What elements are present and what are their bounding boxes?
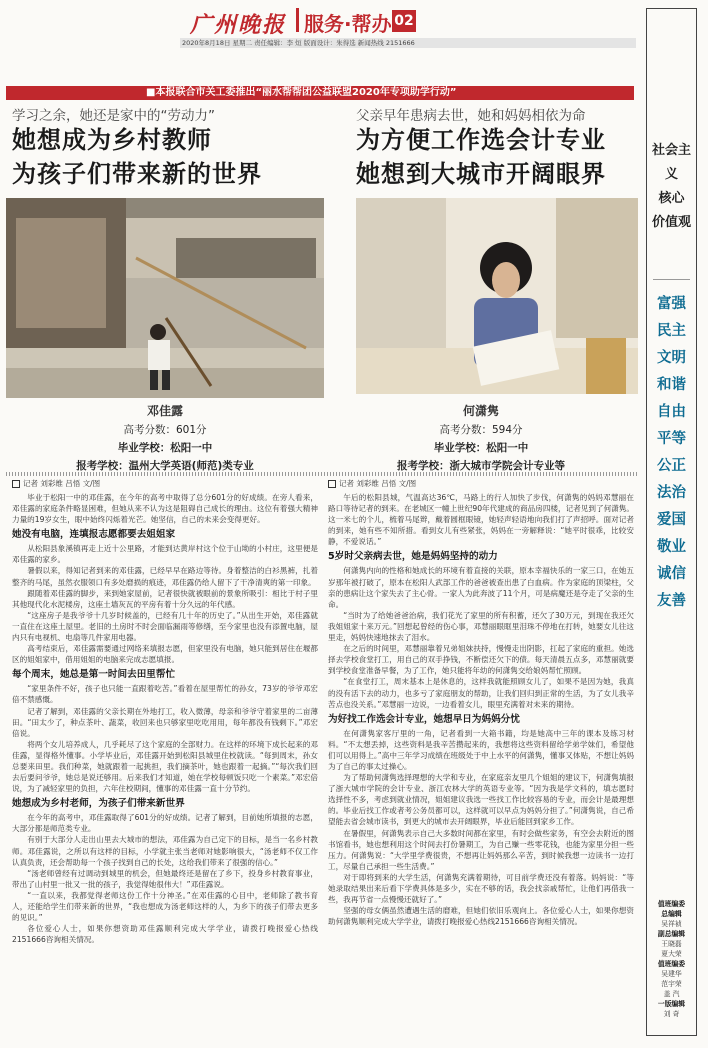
right-article-body: [328, 492, 634, 1048]
value-item: 敬业: [657, 539, 686, 555]
section-heading: 5岁时父亲病去世，她是妈妈坚持的动力: [328, 551, 498, 563]
left-headline-2: 为孩子们带来新的世界: [12, 160, 262, 188]
paragraph: 将两个女儿培养成人，几乎耗尽了这个家庭的全部财力。在这样的环境下成长起来的邓佳露，显得格外懂事。小学毕业后，邓佳露开始到松阳县城里住校就读。“每到周末，孙女总要来田里。我们种菜，她就跟着一起挑担，我们摘茶叶，她也跟着一起摘。”“每次我们回去后要问爷爷，她总是说还够用。后来我们才知道，她在学校每顿饭只吃一个素菜。”邓宏倍说，为了减轻家里的负担，六年住校期间，懂事的邓佳露一直十分节约。: [12, 739, 318, 794]
paragraph: 为了帮助何潇隽选择理想的大学和专业，在家庭亲友里几个姐姐的建议下，何潇隽填报了浙大城市学院的会计专业、浙江农林大学的英语专业等。“因为我是学文科的，填志愿时选择性不多，考虑到就业情况，姐姐建议我选一些找工作比较容易的专业，而会计是最理想的。毕业后找工作或者考公务员都可以，这样就可以早点为妈妈分担了。”何潇隽说，自己希望能去省会城市读书，到更大的城市去开阔眼界，毕业后能回到家乡工作。: [328, 773, 634, 827]
right-headline-2: 她想到大城市开阔眼界: [356, 160, 606, 188]
paragraph: 对于即将到来的大学生活，何潇隽充满着期待，可目前学费还没有着落。妈妈说：“等她录取结果出来后看下学费具体是多少，实在不够的话，我会找亲戚帮忙，让他们再借我一些，我再节省一点慢慢还就好了。”: [328, 872, 634, 905]
left-byline: 记者 刘彩维 吕悟 文/图: [12, 478, 100, 489]
value-item: 公正: [657, 458, 686, 474]
value-item: 诚信: [657, 566, 686, 582]
left-score: 高考分数：601分: [123, 424, 207, 436]
left-student-name: 邓佳露: [146, 404, 183, 418]
editor-role: 一版编辑: [657, 1000, 686, 1008]
paragraph: “一直以来，我都觉得老师这份工作十分神圣。”在邓佳露的心目中，老师除了教书育人，还能给学生们带来新的世界，“我也想成为汤老师这样的人，为乡下的孩子们带去更多的见识。”: [12, 890, 318, 923]
masthead: [0, 0, 640, 50]
left-profile: [6, 402, 324, 473]
paragraph: 记者了解到，邓佳露的父亲长期在外地打工，收入微薄，母亲和爷爷守着家里的二亩薄田。“田太少了，种点茶叶、蔬菜，收回来也只够家里吃吃用用，每年都没有钱剩下。”邓宏倍说。: [12, 706, 318, 738]
right-photo: [356, 198, 638, 394]
value-item: 和谐: [657, 377, 686, 393]
paragraph: 从松阳县象溪镇再走上近十公里路，才能到达黄岸村这个位于山坳的小村庄，这里便是邓佳露的家乡。: [12, 544, 318, 565]
editor-role: 总编辑: [661, 910, 682, 918]
divider-stripe: [6, 472, 324, 476]
paragraph: 暑假以来，得知记者到来的邓佳露，已经早早在路边等待。身着整洁的白衫黑裤，扎着整齐的马尾，虽然衣服领口有多处磨损的痕迹，邓佳露仍给人留下了干净清爽的第一印象。: [12, 566, 318, 587]
section-heading: 她没有电脑，连填报志愿都要去姐姐家: [12, 529, 176, 541]
value-item: 自由: [657, 404, 686, 420]
sidebar-title-line: 核心: [658, 191, 685, 206]
newspaper-brand: 广州晚报: [190, 12, 287, 38]
sidebar-title-line: 社会主义: [651, 143, 691, 182]
value-item: 法治: [657, 485, 686, 501]
editor-name: 范宇荣: [661, 980, 682, 988]
left-article-body: [12, 492, 318, 1048]
right-student-name: 何潇隽: [462, 404, 499, 418]
campaign-banner: ■本报联合市关工委推出“丽水帮帮团公益联盟2020年专项助学行动”: [6, 86, 634, 100]
paragraph: “这座房子是我爷爷十几岁时候盖的，已经有几十年的历史了。”从出生开始，邓佳露就一直住在这座土屋里。老旧的土房时不时会面临漏雨等修缮，至今家里也没有添置电脑，屋内只有电视机、电扇等几件家用电器。: [12, 610, 318, 643]
left-photo: [6, 198, 324, 398]
paragraph: “汤老师曾经有过调动到城里的机会，但她最终还是留在了乡下，投身乡村教育事业，带出了山村里一批又一批的孩子，我觉得她很伟大！”邓佳露说。: [12, 868, 318, 889]
editor-name: 王晓磊: [661, 940, 682, 948]
left-school: 毕业学校：松阳一中: [117, 442, 213, 454]
sidebar-divider: [653, 279, 690, 280]
section-heading: 为好找工作选会计专业，她想早日为妈妈分忧: [328, 713, 520, 725]
issue-meta: 2020年8月18日 星期二 责任编辑：李 烜 版面设计：朱得选 新闻热线 2151666: [182, 39, 415, 47]
value-item: 富强: [657, 296, 686, 312]
editor-name: 吴建华: [661, 970, 682, 978]
section-heading: 她想成为乡村老师，为孩子们带来新世界: [12, 798, 185, 810]
right-apply: 报考学校：浙大城市学院会计专业等: [397, 460, 565, 472]
editor-name: 刘 奇: [663, 1010, 680, 1018]
left-subhead: 学习之余，她还是家中的“劳动力”: [12, 108, 215, 124]
section-title: 服务·帮办: [304, 12, 392, 36]
left-apply: 报考学校：温州大学英语(师范)类专业: [76, 460, 254, 472]
page-number: 02: [392, 10, 416, 32]
divider-stripe: [324, 472, 638, 476]
value-item: 文明: [657, 350, 686, 366]
value-item: 民主: [657, 323, 686, 339]
right-headline-1: 为方便工作选会计专业: [356, 126, 606, 154]
paragraph: 在之后的时间里，邓慧丽靠着兄弟姐妹扶持，慢慢走出阴影，扛起了家庭的重担。她选择去学校食堂打工，用自己的双手挣钱，不断偿还欠下的债。每天清晨五点多，邓慧丽就要到学校食堂准备早餐，为了工作，她只能将年幼的何潇隽交给娘妈帮忙照顾。: [328, 644, 634, 676]
editor-role: 值班编委: [657, 960, 686, 968]
editor-role: 值班编委: [657, 900, 686, 908]
editor-name: 夏大荣: [661, 950, 682, 958]
right-profile: [324, 402, 638, 473]
paragraph: 何潇隽内向的性格和她成长的环境有着直接的关联，原本幸福快乐的一家三口，在她五岁那年被打破了，原本在松阳人武部工作的爸爸被查出患了白血病。作为家庭的顶梁柱，父亲的患病让这个家失去了主心骨。一家人为此奔波了11个月，可是病魔还是夺走了父亲的生命。: [328, 566, 634, 609]
paragraph: 在今年的高考中，邓佳露取得了601分的好成绩。记者了解到，目前她所填报的志愿，大部分都是师范类专业。: [12, 813, 318, 834]
editor-credits: [647, 899, 696, 1019]
right-school: 毕业学校：松阳一中: [433, 442, 529, 454]
value-item: 友善: [657, 593, 686, 609]
editor-role: 副总编辑: [657, 930, 686, 938]
paragraph: 午后的松阳县城，气温高达36℃，马路上的行人加快了步伐，何潇隽的妈妈邓慧丽在路口等待记者的到来。在老城区一幢上世纪90年代建成的商品房四楼，记者见到了何潇隽。这一米七的个儿，梳着马尾辫，戴着圆框眼镜，她轻声轻语地向我们打了声招呼。面对记者的到来，她有些不知所措。看到女儿有些紧张，妈妈在一旁解释说：“她平时很乖，比较安静，不爱说话。”: [328, 493, 634, 547]
editor-name: 吴祥祯: [661, 920, 682, 928]
paragraph: 在何潇隽家客厅里的一角，记者看到一大箱书籍，均是她高中三年的课本及练习材料。“不太想丢掉，这些资料是我辛苦攒起来的，我想将这些资料留给学弟学妹们，希望他们可以用得上。”高中三年学习成绩在班级处于中上水平的何潇隽，懂事又体贴，不想让妈妈为了自己的事太过操心。: [328, 728, 634, 771]
paragraph: 毕业于松阳一中的邓佳露，在今年的高考中取得了总分601分的好成绩。在旁人看来，邓佳露的家庭条件略显困难，但她从来不认为这是阻碍自己成长的理由。这位有着强大精神力量的19岁女生，眼中始终闪烁着光芒。她坚信，自己的未来会变得更好。: [12, 493, 318, 525]
brand-divider: [296, 8, 299, 32]
core-values-list: [647, 291, 696, 615]
paragraph: “家里条件不好，孩子也只能一直跟着吃苦。”看着在屋里帮忙的孙女，73岁的爷爷邓宏倍不禁感慨。: [12, 684, 318, 705]
paragraph: 跟随着邓佳露的脚步，来到她家屋前，记者很快就被眼前的景象所吸引：相比于村子里其他现代化水泥楼房，这座土墙灰瓦的平房有着十分久远的年代感。: [12, 588, 318, 609]
core-values-sidebar: [646, 8, 697, 1036]
person-figure: [150, 324, 166, 340]
paragraph: 坚强的母女俩虽然遭遇生活的磨难，但她们依旧乐观向上。各位爱心人士，如果你想资助何潇隽顺利完成大学学业，请拨打晚报爱心热线2151666咨询相关情况。: [328, 906, 634, 927]
sidebar-title-line: 价值观: [651, 215, 691, 230]
value-item: 爱国: [657, 512, 686, 528]
right-score: 高考分数：594分: [439, 424, 523, 436]
sidebar-title: [647, 139, 696, 235]
right-byline: 记者 刘彩维 吕悟 文/图: [328, 478, 416, 489]
paragraph: “当时为了给她爸爸治病，我们花光了家里的所有积蓄，还欠了30万元，到现在我还欠我姐姐家十来万元。”回想起曾经的伤心事，邓慧丽眼眶里泪珠不停地在打转，她要女儿往这里走，妈妈快速地抹去了泪水。: [328, 610, 634, 643]
paragraph: “在食堂打工，周末基本上是休息的，这样我就能照顾女儿了，如果不是因为她，我真的没有活下去的动力，也多亏了家庭朋友的帮助，让我们回归到正常的生活，为了女儿我辛苦点也没关系。”邓慧丽一边说，一边看着女儿，眼里充满着对未来的期待。: [328, 677, 634, 709]
editor-name: 盖 汽: [663, 990, 680, 998]
value-item: 平等: [657, 431, 686, 447]
left-headline-1: 她想成为乡村教师: [12, 126, 212, 154]
paragraph: 在暑假里，何潇隽表示自己大多数时间都在家里，有时会做些家务，有空会去附近的图书馆看书，她也想利用这个时间去打份暑期工，为自己赚一些零花钱，也能为家里分担一些压力。何潇隽说：“大学里学费很贵，不想再让妈妈那么辛苦，到时候我想一边读书一边打工，尽量自己承担一些生活费。”: [328, 828, 634, 871]
paragraph: 各位爱心人士，如果你想资助邓佳露顺利完成大学学业，请拨打晚报爱心热线2151666咨询相关情况。: [12, 924, 318, 945]
section-heading: 每个周末，她总是第一时间去田里帮忙: [12, 669, 176, 681]
paragraph: 有别于大部分人走出山里去大城市的想法，邓佳露为自己定下的目标，是当一名乡村教师。邓佳露说，之所以有这样的目标，小学就主张当老师对她影响很大，“汤老师不仅工作认真负责，还会帮助每一个孩子找到自己的长处，这给我们带来了很强的信心。”: [12, 835, 318, 867]
right-subhead: 父亲早年患病去世，她和妈妈相依为命: [356, 108, 586, 124]
paragraph: 高考结束后，邓佳露需要通过网络来填报志愿，但家里没有电脑，她只能到居住在堰都区的姐姐家中，借用姐姐的电脑来完成志愿填报。: [12, 644, 318, 665]
